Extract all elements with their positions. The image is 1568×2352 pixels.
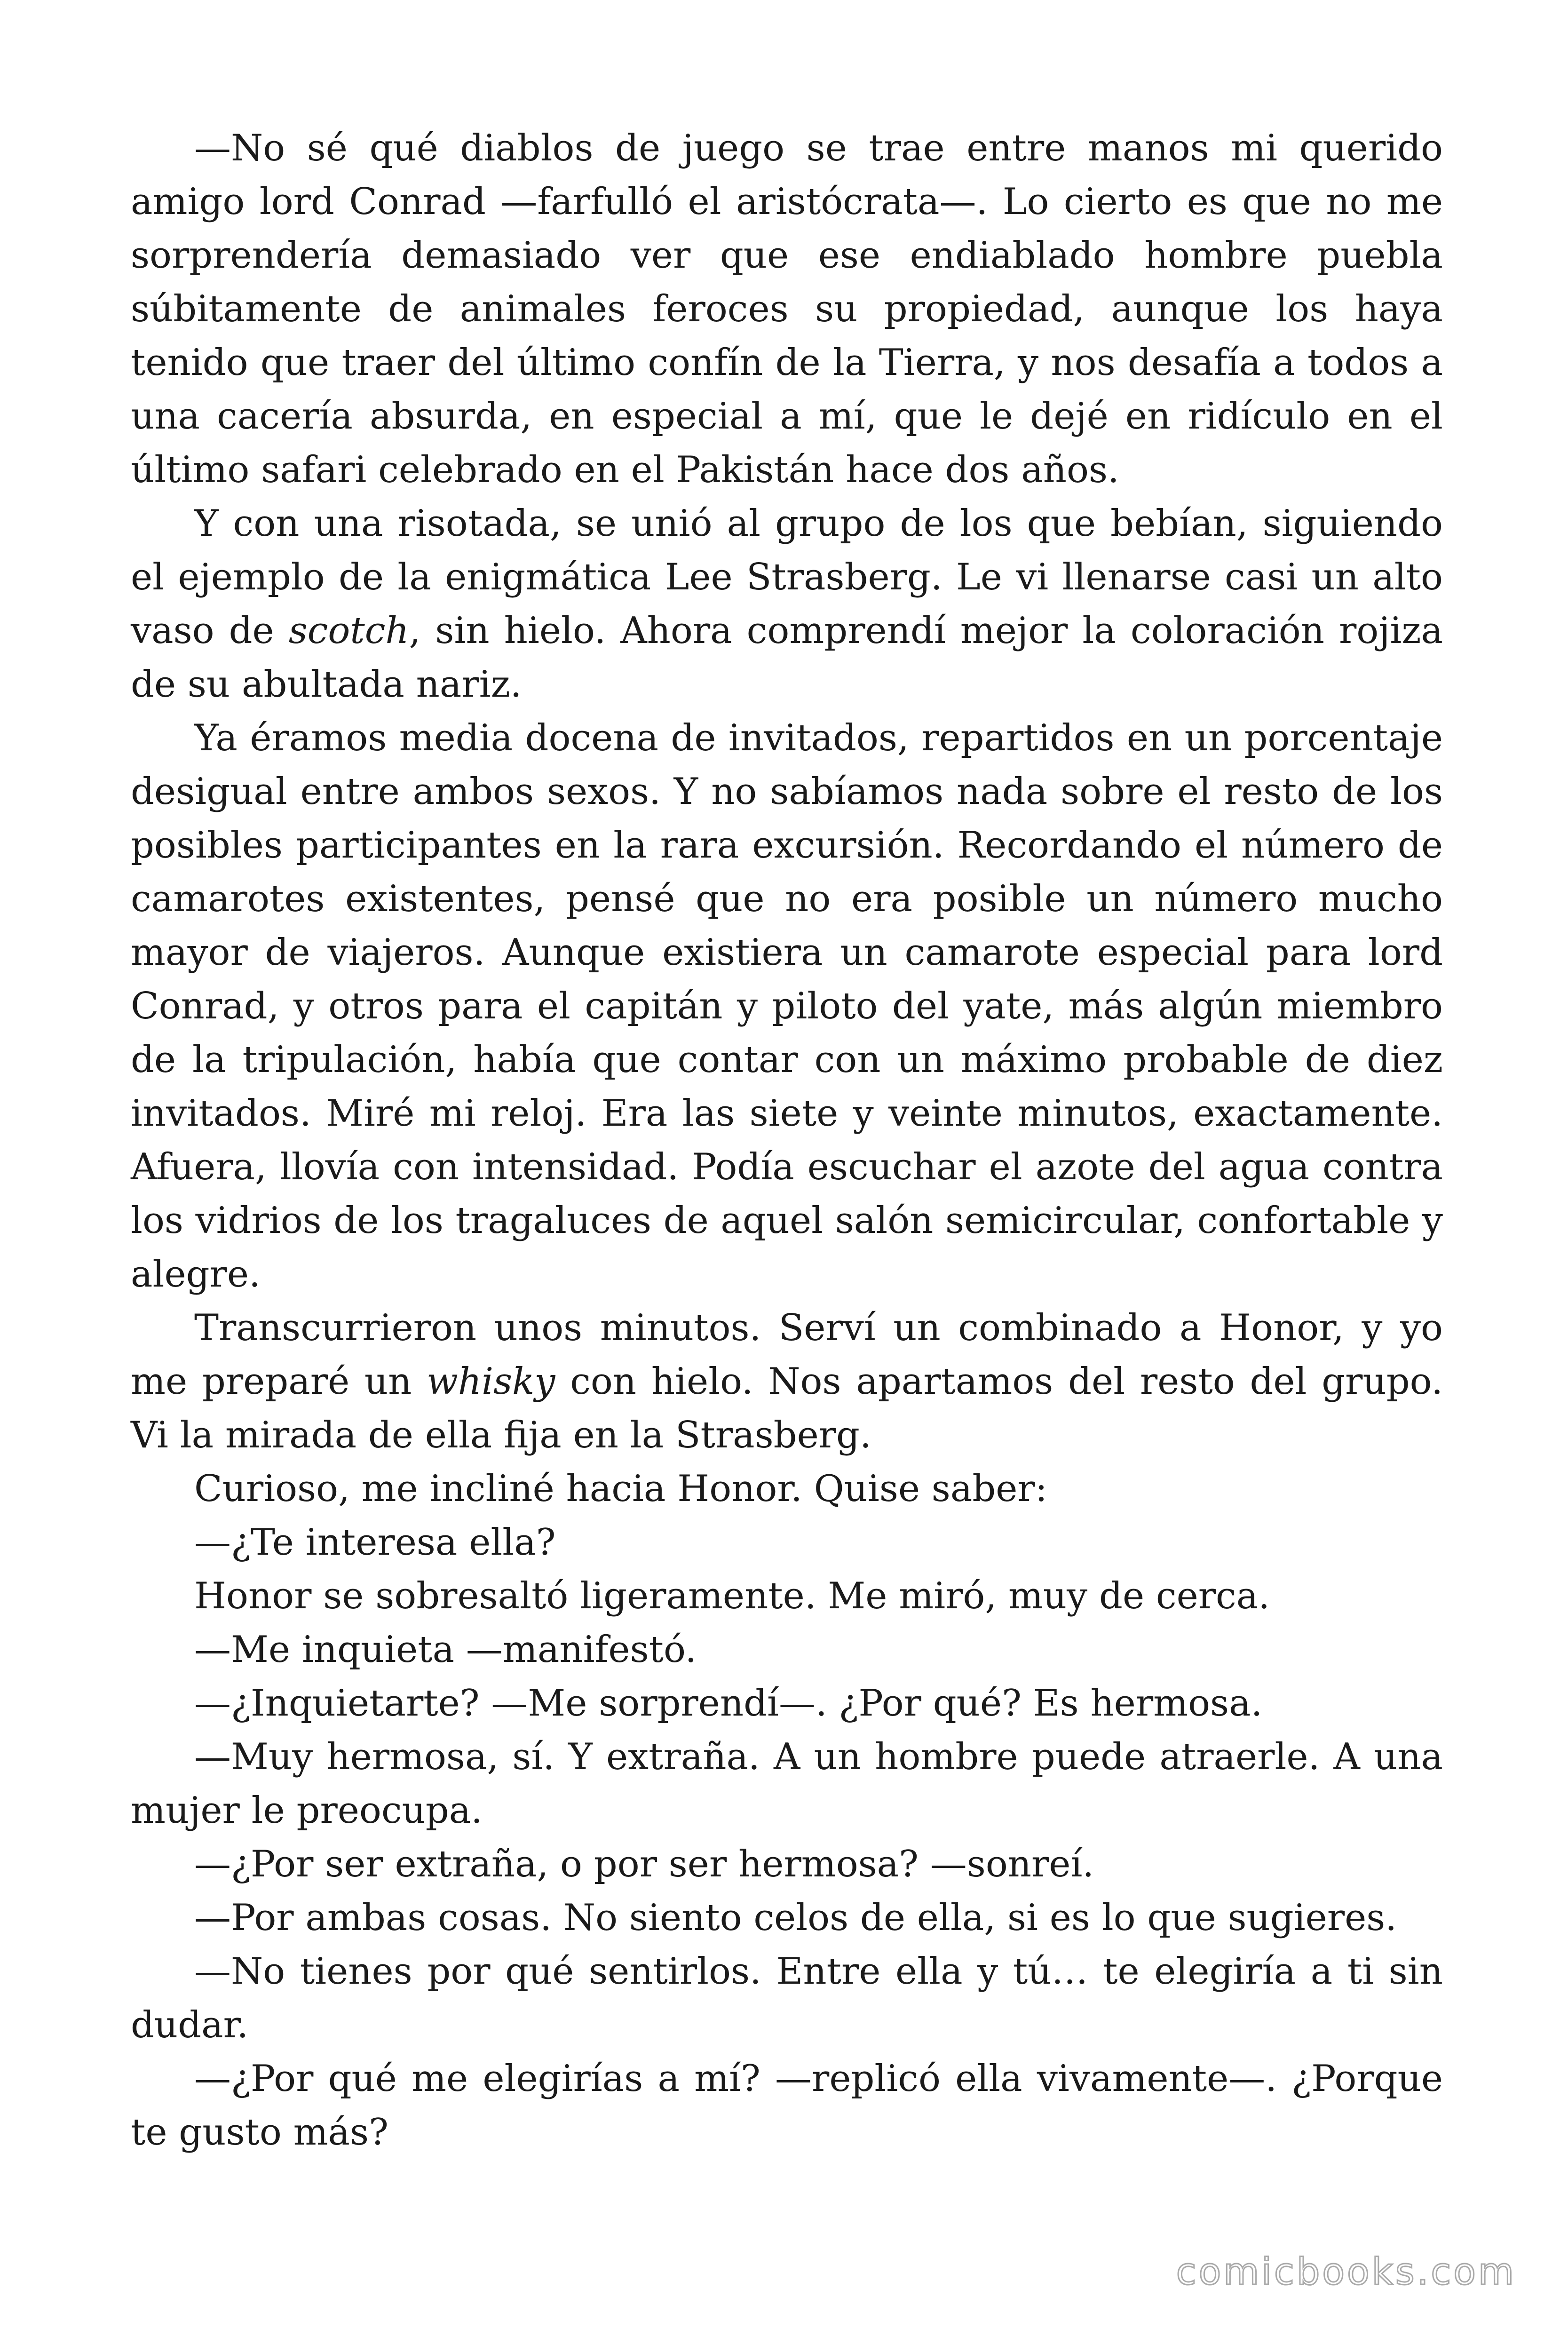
text-run: —Por ambas cosas. No siento celos de ella, si es lo que sugieres. xyxy=(194,1897,1397,1939)
dialogue-line xyxy=(131,1891,1443,1945)
book-page-text xyxy=(131,121,1443,2159)
text-run: —Me inquieta —manifestó. xyxy=(194,1629,697,1671)
text-run: , sin hielo. Ahora comprendí mejor la coloración rojiza de su abultada nariz. xyxy=(131,610,1443,706)
paragraph xyxy=(131,711,1443,1301)
text-run: —¿Te interesa ella? xyxy=(194,1521,556,1564)
dialogue-line xyxy=(131,2052,1443,2159)
text-run: —¿Por ser extraña, o por ser hermosa? —sonreí. xyxy=(194,1843,1094,1885)
paragraph xyxy=(131,1301,1443,1462)
dialogue-line xyxy=(131,1837,1443,1891)
text-run: Curioso, me incliné hacia Honor. Quise saber: xyxy=(194,1468,1047,1510)
italic-word: whisky xyxy=(427,1360,555,1403)
text-run: Ya éramos media docena de invitados, repartidos en un porcentaje desigual entre ambos sexos. Y no sabíamos nada sobre el resto de los posibles participantes en la rara excursión. Recordando el número de camarotes existentes, pensé que no era posible un número mucho mayor de viajeros. Aunque existiera un camarote especial para lord Conrad, y otros para el capitán y piloto del yate, más algún miembro de la tripulación, había que contar con un máximo probable de diez invitados. Miré mi reloj. Era las siete y veinte minutos, exactamente. Afuera, llovía con intensidad. Podía escuchar el azote del agua contra los vidrios de los tragaluces de aquel salón semicircular, confortable y alegre. xyxy=(131,717,1443,1295)
text-run: —¿Inquietarte? —Me sorprendí—. ¿Por qué? Es hermosa. xyxy=(194,1682,1263,1724)
text-run: Transcurrieron unos minutos. Serví un combinado a Honor, y yo me preparé un xyxy=(131,1307,1443,1403)
italic-word: scotch xyxy=(288,610,409,652)
text-run: Y con una risotada, se unió al grupo de los que bebían, siguiendo el ejemplo de la enigmática Lee Strasberg. Le vi llenarse casi un alto vaso de xyxy=(131,502,1443,652)
paragraph xyxy=(131,1569,1443,1623)
paragraph xyxy=(131,121,1443,497)
dialogue-line xyxy=(131,1945,1443,2052)
text-run: —¿Por qué me elegirías a mí? —replicó ella vivamente—. ¿Porque te gusto más? xyxy=(131,2058,1443,2153)
dialogue-line xyxy=(131,1516,1443,1569)
text-run: —Muy hermosa, sí. Y extraña. A un hombre puede atraerle. A una mujer le preocupa. xyxy=(131,1736,1443,1832)
text-run: con hielo. Nos apartamos del resto del grupo. Vi la mirada de ella fija en la Strasberg. xyxy=(131,1360,1443,1456)
dialogue-line xyxy=(131,1677,1443,1730)
text-run: Honor se sobresaltó ligeramente. Me miró, muy de cerca. xyxy=(194,1575,1270,1617)
text-run: —No sé qué diablos de juego se trae entre manos mi querido amigo lord Conrad —farfulló el aristócrata—. Lo cierto es que no me sorprendería demasiado ver que ese endiablado hombre puebla súbitamente de animales feroces su propiedad, aunque los haya tenido que traer del último confín de la Tierra, y nos desafía a todos a una cacería absurda, en especial a mí, que le dejé en ridículo en el último safari celebrado en el Pakistán hace dos años. xyxy=(131,127,1443,491)
paragraph xyxy=(131,1462,1443,1516)
paragraph xyxy=(131,497,1443,711)
dialogue-line xyxy=(131,1623,1443,1677)
dialogue-line xyxy=(131,1730,1443,1837)
watermark-logo: comicbooks.com xyxy=(1176,2251,1516,2293)
text-run: —No tienes por qué sentirlos. Entre ella y tú… te elegiría a ti sin dudar. xyxy=(131,1950,1443,2046)
